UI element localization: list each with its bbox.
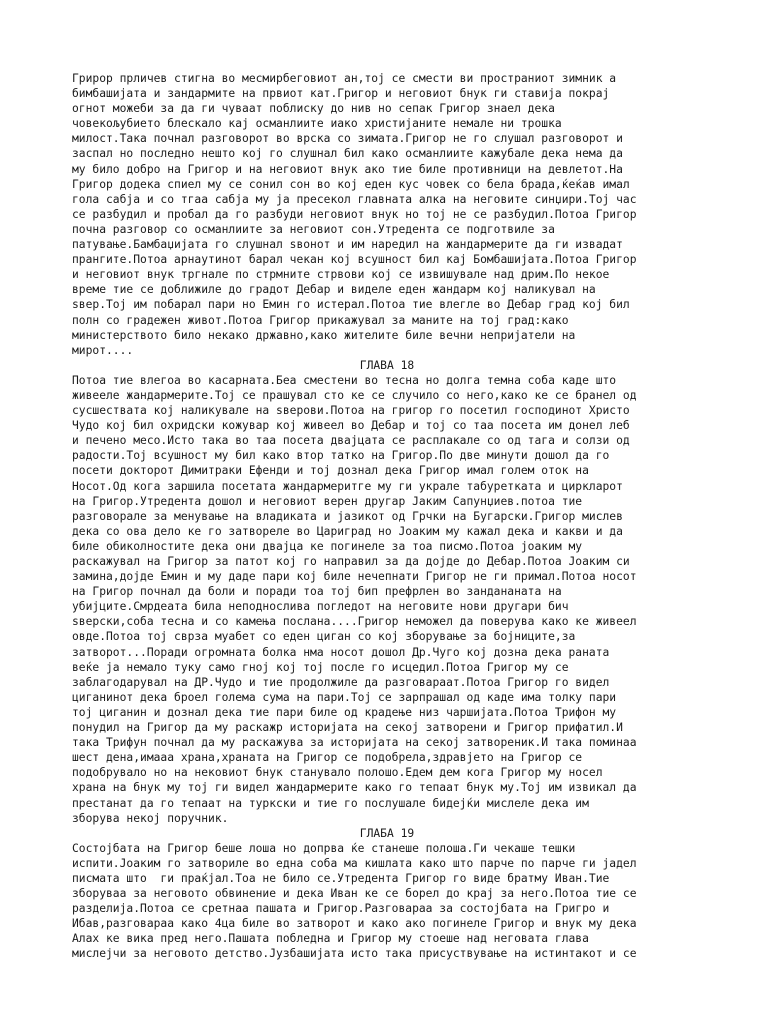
chapter-19-text: Состојбата на Григор беше лоша но допрва ќе станеше полоша.Ги чекаше тешки испити.Јоаким го затвориле во една соба ма кишлата како што парче по парче ги јадел писмата што ги праќјал.Тоа не било се.Утредента Григор го виде братму Иван.Тие зборуваа за неговото обвинение и дека Иван ке се борел до крај за него.Потоа тие се разделија.Потоа се сретнаа пашата и Григор.Разговараа за состојбата на Григро и Ибав,разговараа како 4ца биле во затворот и како ако погинеле Григор и внук му дека Алах ке вика пред него.Пашата побледна и Григор му стоеше над неговата глава мислејчи за неговото детство.Јузбашијата исто така присуствување на истинтакот и се [72,841,637,961]
chapter-18-text: Потоа тие влегоа во касарната.Беа сместени во тесна но долга темна соба каде што живееле жандармерите.Тој се прашувал сто ке се случило со него,како ке се бранел од сусшествата кој наликувале на ѕверови.Потоа на григор го посетил господинот Христо Чудо кој бил охридски кожувар кој живеел во Дебар и тој со таа посета им донел леб и печено месо.Исто така во таа посета двајцата се расплакале со од тага и солзи од радости.Тој всушност му бил како втор татко на Григор.По две минути дошол да го посети докторот Димитраки Ефенди и тој дознал дека Григор имал голем оток на Носот.Од кога заршила посетата жандармеритге му ги украле табуретката и циркларот на Григор.Утредента дошол и неговиот верен другар Јаким Сапунџиев.потоа тие разговорале за менување на владиката и јазикот од Грчки на Бугарски.Григор мислев дека со ова дело ке го затвореле во Цариград но Јоаким му кажал дека и какви и да биле обиколностите дека они двајца ке погинеле за тоа писмо.Потоа јоаким му раскажувал на Григор за патот кој го направил за да дојде до Дебар.Потоа Јоаким си замина,дојде Емин и му даде пари кој биле нечепнати Григор не ги примал.Потоа носот на Григор почнал да боли и поради тоа тој бип префрлен во зандананата на убијците.Смрдеата била неподнослива погледот на неговите нови другари бич ѕверски,соба тесна и со камења послана....Григор неможел да поверува како ке живеел овде.Потоа тој сврза муабет со еден циган со кој зборување за бојниците,за затворот...Поради огромната болка нма носот дошол Др.Чуго кој дозна дека раната веќе ја немало туку само гној кој тој после го исцедил.Потоа Григор му се заблагодарувал на ДР.Чудо и тие продолжиле да разговараат.Потоа Григор го видел циганинот дека броел голема сума на пари.Тој се зарпрашал од каде има толку пари тој циганин и дознал дека тие пари биле од крадење низ чаршијата.Потоа Трифон му понудил на Григор да му раскажр историјата на секој затворени и Григор прифатил.И така Трифун почнал да му раскажува за историјата на секој затвореник.И така поминаа шест дена,имааа храна,храната на Григор се подобрела,здравјето на Григор се подобрувало но на нековиот бнук станувало полошо.Едем дем кога Григор му носел храна на бнук му тој ги видел жандармерите како го тепаат бнук му.Тој им извикал да престанат да го тепаат на турксκи и тие го послушале бидејќи мислеле дека им зборува некој поручник. [72,373,637,825]
document-page [72,71,702,962]
chapter-17-text: Грирор прличев стигна во месмирбеговиот ан,тој се смести ви пространиот зимник а бимбашијата и зандармите на првиот кат.Григор и неговиот бнук ги ставија покрај огнот можеби за да ги чуваат поблиску до нив но сепак Григор знаел дека човекољубието блескало кај османлиите иако христијаните немале ни трошка милост.Така почнал разговорот во врска со зимата.Григор не го слушал разговорот и заспал но последно нешто кој го слушнал бил како османлиите кажубале дека нема да му било добро на Григор и на неговиот внук ако тие биле противници на девлетот.На Григор додека спиел му се сонил сон во кој еден кус човек со бела брада,ќеќав имал гола сабја и со тгаа сабја му ја пресекол главната алка на неговите синџири.Тој час се разбудил и пробал да го разбуди неговиот внук но тој не се разбудил.Потоа Григор почна разговор со османлиите за неговиот сон.Утредента се подготвиле за патување.Бамбаџијата го слушнал ѕвонот и им наредил на жандармерите да ги извадат прангите.Потоа арнаутинот барал чекан кој всушност бил кај Бомбашијата.Потоа Григор и неговиот внук тргнале по стрмните стрвови кој се извишувале над дрим.По некое време тие се доближиле до градот Дебар и виделе еден жандарм кој наликувал на ѕвер.Тој им побарал пари но Емин го истерал.Потоа тие влегле во Дебар град кој бил полн со градежен живот.Потоа Григор прикажувал за маните на тој град:како министерството било некако државно,како жителите биле вечни непријатели на мирот.... [72,72,637,357]
chapter-19-heading: ГЛАБА 19 [359,826,415,840]
chapter-18-heading: ГЛАВА 18 [359,358,415,372]
